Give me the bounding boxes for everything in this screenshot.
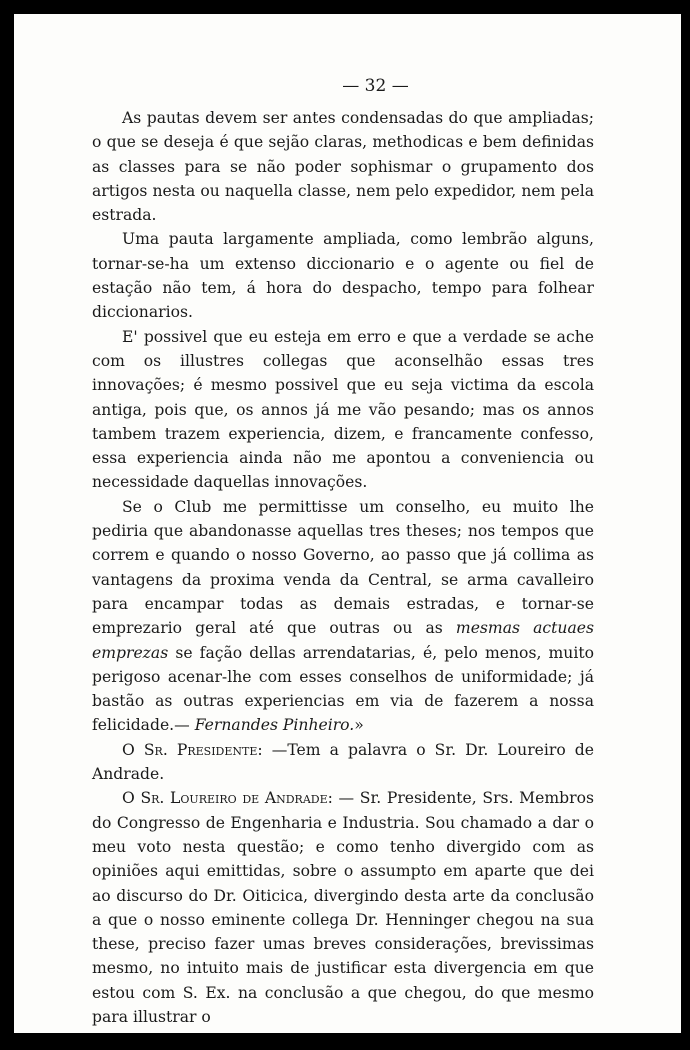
paragraph-5: [92, 738, 594, 787]
paragraph-6-text: — Sr. Presidente, Srs. Membros do Congresso de Engenharia e Industria. Sou chamado a dar o meu voto nesta questão; e como tenho divergido com as opiniões aqui emittidas, sobre o assumpto em aparte que dei ao discurso do Dr. Oiticica, divergindo desta arte da conclusão a que o nosso eminente collega Dr. Henninger chegou na sua these, preciso fazer umas breves considerações, brevissimas mesmo, no intuito mais de justificar esta divergencia em que estou com S. Ex. na conclusão a que chegou, do que mesmo para illustrar o: [92, 789, 594, 1026]
document-page: [14, 14, 681, 1033]
paragraph-6: [92, 786, 594, 1029]
body-text: [92, 106, 594, 1029]
closing-quote: »: [354, 716, 364, 735]
paragraph-1: As pautas devem ser antes condensadas do que ampliadas; o que se deseja é que sejão claras, methodicas e bem definidas as classes para se não poder sophismar o grupamento dos artigos nesta ou naquella classe, nem pelo expedidor, nem pela estrada.: [92, 109, 594, 225]
speaker-loureiro: O Sr. Loureiro de Andrade:: [122, 789, 333, 808]
paragraph-2: Uma pauta largamente ampliada, como lembrão alguns, tornar-se-ha um extenso diccionario e o agente ou fiel de estação não tem, á hora do despacho, tempo para folhear diccionarios.: [92, 230, 594, 322]
paragraph-4: [92, 495, 594, 738]
paragraph-4-emphasis: mesmas actuaes emprezas: [92, 619, 594, 662]
paragraph-4-part-b: se fação dellas arrendatarias, é, pelo menos, muito perigoso acenar-lhe com esses conselhos de uniformidade; já bastão as outras experiencias em via de fazerem a nossa felicidade.—: [92, 643, 594, 735]
paragraph-3: E' possivel que eu esteja em erro e que a verdade se ache com os illustres collegas que aconselhão essas tres innovações; é mesmo possivel que eu seja victima da escola antiga, pois que, os annos já me vão pesando; mas os annos tambem trazem experiencia, dizem, e francamente confesso, essa experiencia ainda não me apontou a conveniencia ou necessidade daquellas innovações.: [92, 327, 594, 492]
paragraph-5-text: —Tem a palavra o Sr. Dr. Loureiro de Andrade.: [92, 740, 594, 784]
paragraph-4-part-a: Se o Club me permittisse um conselho, eu muito lhe pediria que abandonasse aquellas tres theses; nos tempos que correm e quando o nosso Governo, ao passo que já collima as vantagens da proxima venda da Central, se arma cavalleiro para encampar todas as demais estradas, e tornar-se emprezario geral até que outras ou as: [92, 497, 594, 638]
signature: Fernandes Pinheiro.: [194, 716, 355, 735]
page-number: — 32 —: [342, 76, 409, 96]
speaker-presidente: O Sr. Presidente:: [122, 740, 263, 759]
